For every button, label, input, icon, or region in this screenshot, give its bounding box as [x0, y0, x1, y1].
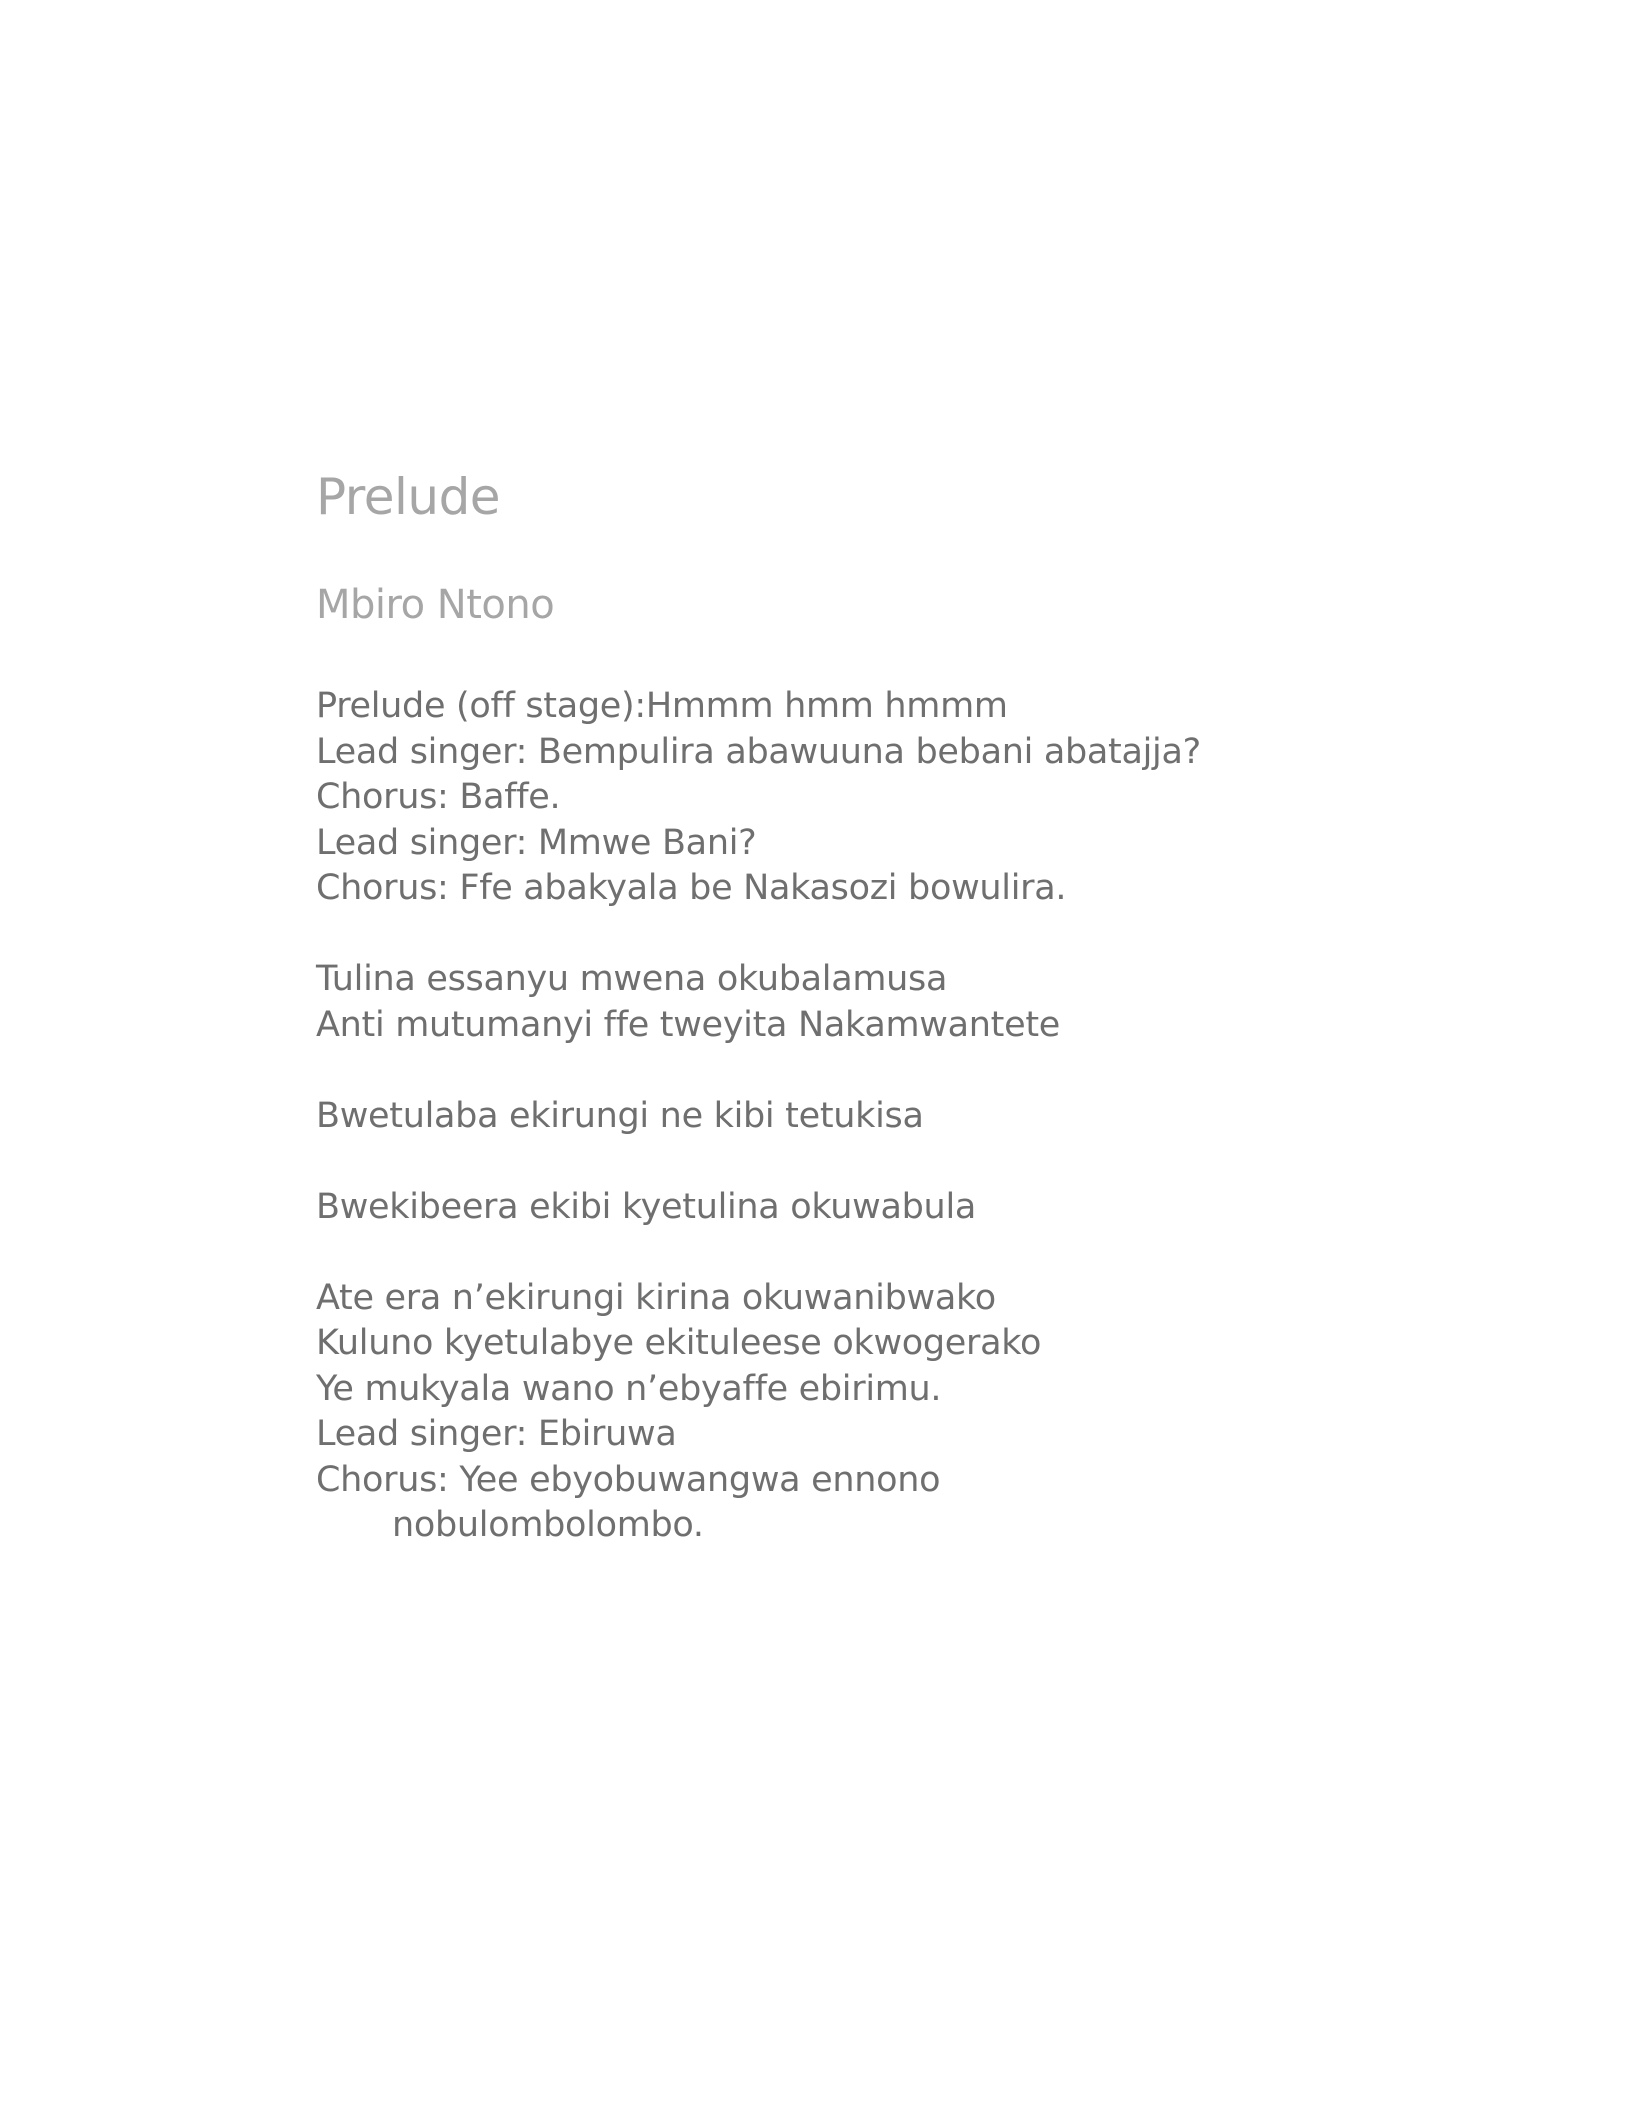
stanza-break: [316, 1139, 1516, 1185]
lyric-line: Chorus: Ffe abakyala be Nakasozi bowulira.: [316, 868, 1067, 908]
lyric-line: Ate era n’ekirungi kirina okuwanibwako: [316, 1277, 996, 1318]
lyric-line: Prelude (off stage):Hmmm hmm hmmm: [316, 686, 1008, 726]
lyric-line: Chorus: Baffe.: [316, 777, 561, 817]
stanza-break: [316, 912, 1516, 958]
lyric-line-continuation: nobulombolombo.: [392, 1505, 704, 1545]
lyric-line: Bwetulaba ekirungi ne kibi tetukisa: [316, 1095, 924, 1136]
lyric-line: Tulina essanyu mwena okubalamusa: [316, 959, 948, 999]
song-title: Mbiro Ntono: [316, 582, 555, 628]
lyric-line: Lead singer: Bempulira abawuuna bebani abatajja?: [316, 731, 1201, 772]
stanza-break: [316, 1048, 1516, 1094]
lyric-line: Ye mukyala wano n’ebyaffe ebirimu.: [316, 1368, 942, 1409]
lyric-line: Chorus: Yee ebyobuwangwa ennono: [316, 1459, 941, 1500]
lyrics-page: [316, 462, 1516, 1549]
lyric-line: Bwekibeera ekibi kyetulina okuwabula: [316, 1186, 977, 1227]
stanza-break: [316, 1230, 1516, 1276]
page-title: Prelude: [316, 468, 501, 526]
lyric-line: Anti mutumanyi ffe tweyita Nakamwantete: [316, 1004, 1060, 1045]
lyrics-body: [316, 684, 1516, 1549]
lyric-line: Lead singer: Ebiruwa: [316, 1414, 677, 1454]
lyric-line: Kuluno kyetulabye ekituleese okwogerako: [316, 1323, 1042, 1363]
lyric-line: Lead singer: Mmwe Bani?: [316, 822, 757, 863]
